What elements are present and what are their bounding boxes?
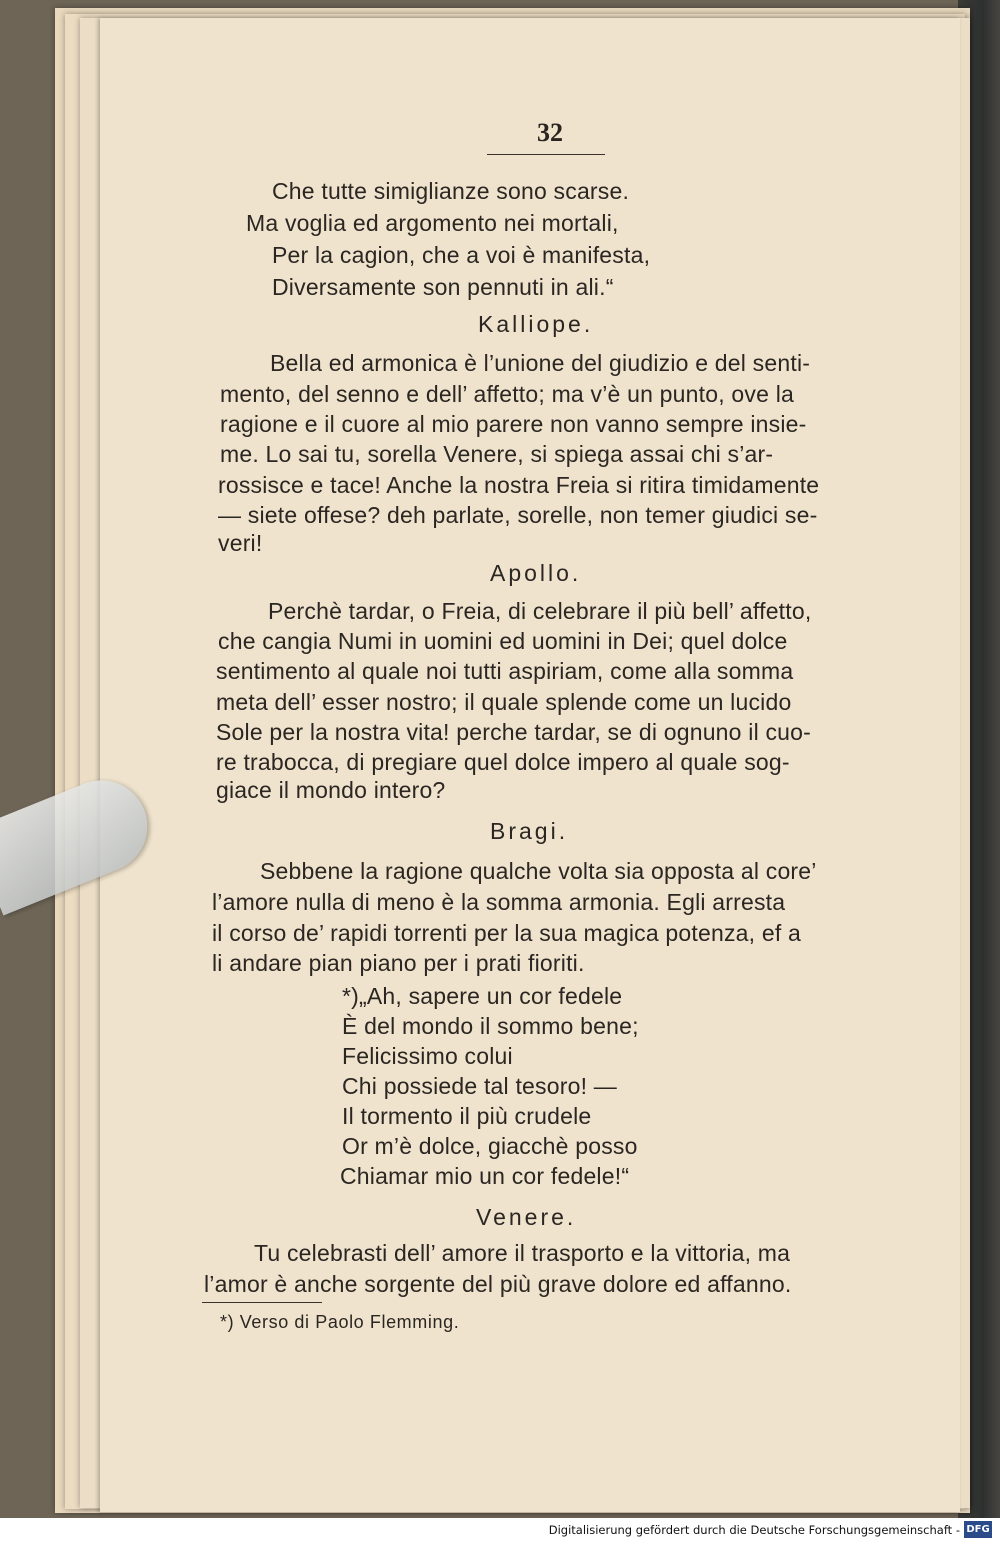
speaker-heading: Bragi. [490, 818, 569, 844]
speaker-heading: Venere. [476, 1204, 577, 1230]
paragraph-line: ragione e il cuore al mio parere non vanno sempre insie- [220, 411, 807, 437]
paragraph-line: veri! [218, 530, 263, 556]
paragraph-line: giace il mondo intero? [216, 777, 446, 803]
paragraph-line: rossisce e tace! Anche la nostra Freia si ritira timidamente [218, 472, 820, 498]
paragraph-line: mento, del senno e dell’ affetto; ma v’è un punto, ove la [220, 381, 794, 407]
verse-line: È del mondo il sommo bene; [342, 1013, 639, 1039]
verse-line: Il tormento il più crudele [342, 1103, 592, 1129]
header-rule [487, 154, 605, 155]
paragraph-line: l’amore nulla di meno è la somma armonia. Egli arresta [212, 889, 786, 915]
credit-text: Digitalisierung gefördert durch die Deutsche Forschungsgemeinschaft - [548, 1523, 960, 1537]
footnote: *) Verso di Paolo Flemming. [220, 1312, 460, 1332]
verse-line: *)„Ah, sapere un cor fedele [342, 983, 623, 1009]
paragraph-line: li andare pian piano per i prati fioriti. [212, 950, 585, 976]
paragraph-line: Sebbene la ragione qualche volta sia opposta al core’ [260, 858, 817, 884]
paragraph-line: Tu celebrasti dell’ amore il trasporto e la vittoria, ma [254, 1240, 791, 1266]
speaker-heading: Apollo. [490, 560, 582, 586]
verse-line: Chi possiede tal tesoro! — [342, 1073, 617, 1099]
dfg-logo: DFG [964, 1521, 992, 1538]
page-number: 32 [537, 118, 563, 147]
footnote-rule [202, 1302, 322, 1303]
paragraph-line: me. Lo sai tu, sorella Venere, si spiega assai chi s’ar- [220, 441, 774, 467]
paragraph-line: — siete offese? deh parlate, sorelle, non temer giudici se- [218, 502, 818, 528]
verse-line: Per la cagion, che a voi è manifesta, [272, 242, 651, 268]
paragraph-line: meta dell’ esser nostro; il quale splende come un lucido [216, 689, 792, 715]
verse-line: Ma voglia ed argomento nei mortali, [246, 210, 619, 236]
paragraph-line: che cangia Numi in uomini ed uomini in Dei; quel dolce [218, 628, 788, 654]
paragraph-line: l’amor è anche sorgente del più grave dolore ed affanno. [204, 1271, 792, 1297]
verse-line: Diversamente son pennuti in ali.“ [272, 274, 614, 300]
paragraph-line: re trabocca, di pregiare quel dolce impero al quale sog- [216, 749, 790, 775]
paragraph-line: Sole per la nostra vita! perche tardar, se di ognuno il cuo- [216, 719, 812, 745]
verse-line: Chiamar mio un cor fedele!“ [340, 1163, 630, 1189]
paragraph-line: sentimento al quale noi tutti aspiriam, come alla somma [216, 658, 794, 684]
paragraph-line: Perchè tardar, o Freia, di celebrare il più bell’ affetto, [268, 598, 812, 624]
verse-line: Felicissimo colui [342, 1043, 513, 1069]
paragraph-line: il corso de’ rapidi torrenti per la sua magica potenza, ef a [212, 920, 802, 946]
verse-line: Or m’è dolce, giacchè posso [342, 1133, 638, 1159]
verse-line: Che tutte simiglianze sono scarse. [272, 178, 630, 204]
speaker-heading: Kalliope. [478, 311, 594, 337]
paragraph-line: Bella ed armonica è l’unione del giudizio e del senti- [270, 350, 811, 376]
